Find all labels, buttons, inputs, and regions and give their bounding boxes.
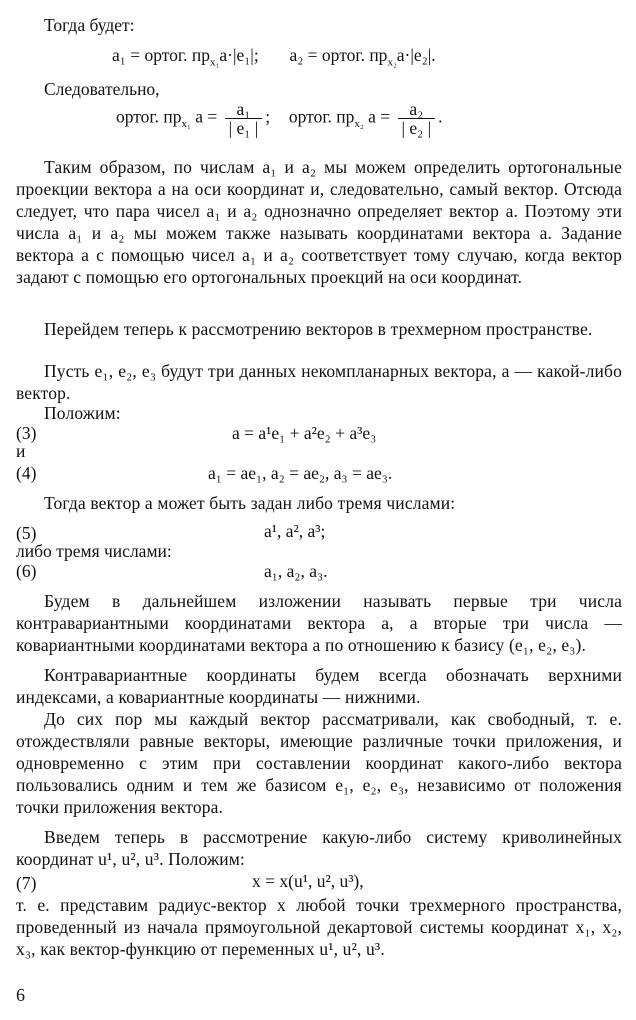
conjunction-and: и [16,441,26,461]
text-consequently: Следовательно, [44,79,160,99]
paragraph-contravariant: Будем в дальнейшем изложении называть первые три числа контравариантными координатами вектора a, а вторые три числа — ковариантными координатами вектора a по отношению к базису (e₁, e₂, e₃). [16,591,622,655]
formula-right: a₂ = ортог. $пр_{x_2}a\cdot|e_2|$. [289,45,436,69]
paragraph-curvilinear: Введем теперь в рассмотрение какую-либо систему криволинейных координат u¹, u², u³. Положим: [16,827,622,869]
fraction-a1: $\frac{\text{a₁}}{\text{| e₁ |}}$ [225,100,263,137]
paragraph-let: Положим: [44,403,121,423]
formula-projections [112,44,436,69]
paragraph-free-vector: До сих пор мы каждый вектор рассматривали, как свободный, т. е. отождествляли равные векторы, имеющие различные точки приложения, и одновременно с этим при составлении координат какого-либо вектора пользовались одним и тем же базисом e₁, e₂, e₃, независимо от положения точки приложения вектора. [16,709,622,817]
equation-number-7: (7) [16,873,37,893]
paragraph-radius-vector: т. е. представим радиус-вектор x любой точки трехмерного пространства, проведенный из начала прямоугольной декартовой системы координат x₁, x₂, x₃, как вектор-функцию от переменных u¹, u², u³. [16,895,622,959]
equation-3: a = a¹e₁ + a²e₂ + a³e₃ [232,423,377,443]
equation-number-4: (4) [16,463,37,483]
equation-4: a₁ = ae₁, a₂ = ae₂, a₃ = ae₃. [208,463,393,483]
equation-number-6: (6) [16,561,37,581]
formula-orthogonal-fractions: ортог. $пр_{x_1}$ a = $\frac{\text{a₁}}{\text{| e₁ |}}$ ; ортог. $пр_{x_2}$ a = $\frac{\text{a₂}}{\text{| e₂ |}}$ . [116,99,443,138]
paragraph-indices: Контравариантные координаты будем всегда обозначать верхними индексами, а ковариантные координаты — нижними. [16,665,622,707]
equation-7: x = x(u¹, u², u³), [252,871,364,891]
paragraph-either: Тогда вектор a может быть задан либо тремя числами: [44,493,456,513]
formula-left: a₁ = ортог. $пр_{x_1}a\cdot|e_1|$; [112,45,259,69]
equation-number-5: (5) [16,523,37,543]
text-or-three-numbers: либо тремя числами: [16,541,172,561]
equation-5: a¹, a², a³; [264,521,326,541]
text-then: Тогда будет: [44,15,135,35]
equation-number-3: (3) [16,423,37,443]
paragraph-coordinates: Таким образом, по числам a₁ и a₂ мы можем определить ортогональные проекции вектора a на оси координат и, следовательно, самый вектор. Отсюда следует, что пара чисел a₁ и a₂ однозначно определяет вектор a. Поэтому эти числа a₁ и a₂ мы можем также называть координатами вектора a. Задание вектора a с помощью чисел a₁ и a₂ соответствует тому случаю, когда вектор задают с помощью его ортогональных проекций на оси координат. [16,157,622,287]
page-number: 6 [16,985,25,1005]
fraction-a2: $\frac{\text{a₂}}{\text{| e₂ |}}$ [398,100,436,137]
equation-6: a₁, a₂, a₃. [264,561,328,581]
paragraph-three-dim: Перейдем теперь к рассмотрению векторов в трехмерном пространстве. [44,319,593,339]
paragraph-basis: Пусть e₁, e₂, e₃ будут три данных некомпланарных вектора, a — какой-либо вектор. [16,361,622,403]
